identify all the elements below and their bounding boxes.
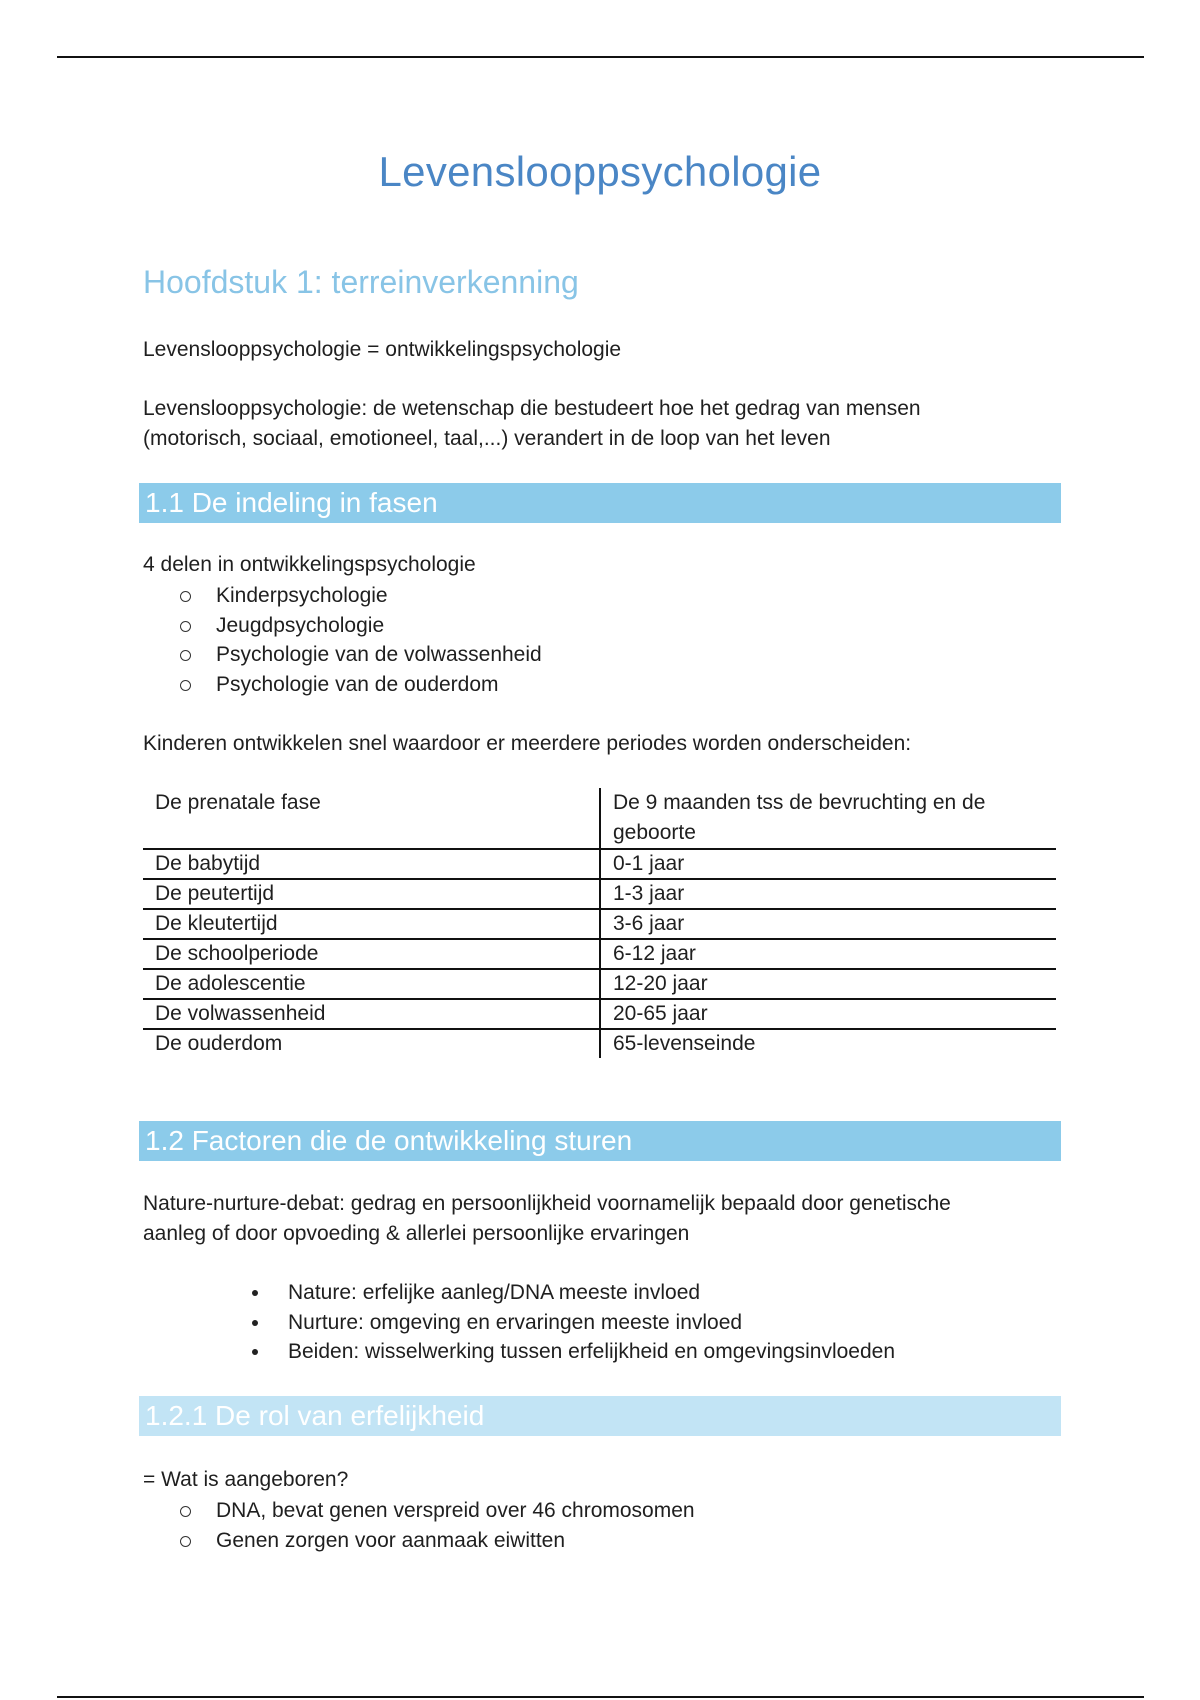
list-item: Kinderpsychologie <box>216 581 542 611</box>
phase-cell: De adolescentie <box>143 969 600 999</box>
circle-bullet-icon <box>180 680 191 691</box>
list-item: Beiden: wisselwerking tussen erfelijkheid en omgevingsinvloeden <box>288 1337 895 1367</box>
table-row <box>143 969 1056 999</box>
phase-cell: De kleutertijd <box>143 909 600 939</box>
table-row <box>143 939 1056 969</box>
heredity-list <box>216 1496 695 1555</box>
list-item: Nature: erfelijke aanleg/DNA meeste invloed <box>288 1278 895 1308</box>
period-cell: 6-12 jaar <box>613 942 696 965</box>
bullet-dot-icon <box>252 1290 258 1296</box>
phase-cell: De peutertijd <box>143 879 600 909</box>
period-cell: 0-1 jaar <box>613 852 685 875</box>
table-row <box>143 909 1056 939</box>
list-item: Psychologie van de ouderdom <box>216 670 542 700</box>
intro-description-line2: (motorisch, sociaal, emotioneel, taal,...) verandert in de loop van het leven <box>143 427 831 450</box>
period-cell: 1-3 jaar <box>613 882 685 905</box>
period-cell: De 9 maanden tss de bevruchting en de geboorte <box>613 791 986 844</box>
period-cell: 12-20 jaar <box>613 972 708 995</box>
table-row <box>143 1029 1056 1058</box>
nature-nurture-list <box>288 1278 895 1367</box>
period-cell: 65-levenseinde <box>613 1032 756 1055</box>
list-item: Nurture: omgeving en ervaringen meeste invloed <box>288 1308 895 1338</box>
phase-cell: De ouderdom <box>143 1029 600 1058</box>
section-heading-1-2-1: 1.2.1 De rol van erfelijkheid <box>139 1396 1061 1436</box>
chapter-heading: Hoofdstuk 1: terreinverkenning <box>143 264 579 300</box>
page-title: Levenslooppsychologie <box>378 148 822 195</box>
list-item: Psychologie van de volwassenheid <box>216 640 542 670</box>
section-1-2-text-line2: aanleg of door opvoeding & allerlei persoonlijke ervaringen <box>143 1222 690 1245</box>
circle-bullet-icon <box>180 591 191 602</box>
section-1-2-1-lead: = Wat is aangeboren? <box>143 1468 349 1491</box>
table-row <box>143 788 1056 849</box>
section-1-2-text-line1: Nature-nurture-debat: gedrag en persoonlijkheid voornamelijk bepaald door genetische <box>143 1192 951 1215</box>
list-item: Jeugdpsychologie <box>216 611 542 641</box>
period-cell: 3-6 jaar <box>613 912 685 935</box>
phase-cell: De prenatale fase <box>143 788 600 849</box>
intro-description-line1: Levenslooppsychologie: de wetenschap die bestudeert hoe het gedrag van mensen <box>143 397 921 420</box>
bullet-dot-icon <box>252 1320 258 1326</box>
phase-cell: De volwassenheid <box>143 999 600 1029</box>
table-row <box>143 879 1056 909</box>
top-rule <box>57 56 1144 58</box>
phase-cell: De babytijd <box>143 849 600 879</box>
section-heading-1-2: 1.2 Factoren die de ontwikkeling sturen <box>139 1121 1061 1161</box>
phases-table <box>143 788 1056 1058</box>
section-1-1-lead: 4 delen in ontwikkelingspsychologie <box>143 553 476 576</box>
intro-definition: Levenslooppsychologie = ontwikkelingspsychologie <box>143 338 622 361</box>
list-item: Genen zorgen voor aanmaak eiwitten <box>216 1526 695 1556</box>
table-row <box>143 849 1056 879</box>
list-item: DNA, bevat genen verspreid over 46 chromosomen <box>216 1496 695 1526</box>
bottom-rule <box>57 1696 1144 1698</box>
period-cell: 20-65 jaar <box>613 1002 708 1025</box>
phase-cell: De schoolperiode <box>143 939 600 969</box>
circle-bullet-icon <box>180 650 191 661</box>
table-intro: Kinderen ontwikkelen snel waardoor er meerdere periodes worden onderscheiden: <box>143 732 912 755</box>
circle-bullet-icon <box>180 1506 191 1517</box>
section-heading-1-1: 1.1 De indeling in fasen <box>139 483 1061 523</box>
table-row <box>143 999 1056 1029</box>
circle-bullet-icon <box>180 1536 191 1547</box>
phase-groups-list <box>216 581 542 699</box>
circle-bullet-icon <box>180 621 191 632</box>
bullet-dot-icon <box>252 1349 258 1355</box>
